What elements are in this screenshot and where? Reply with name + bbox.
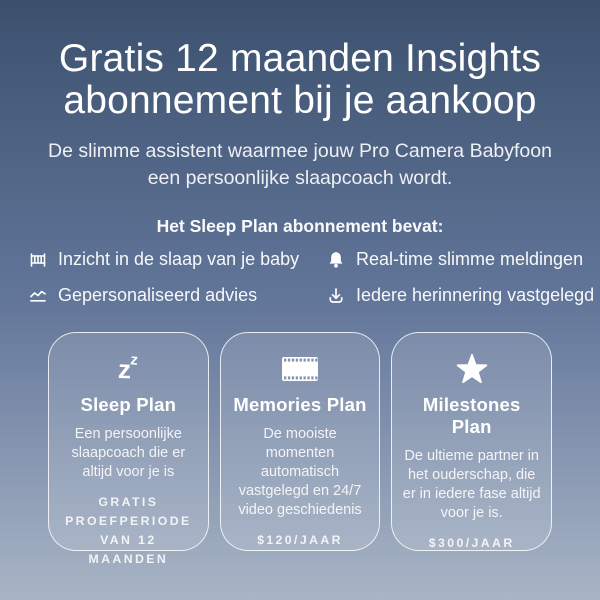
feature-item-memories [326,285,594,306]
star-icon [402,351,541,387]
plan-description: Een persoonlijke slaapcoach die er altijd voor je is [71,426,186,480]
chart-icon [28,286,48,306]
page-subtitle-line1: De slimme assistent waarmee jouw Pro Camera Babyfoon [48,140,552,162]
film-icon [231,351,370,387]
feature-label: Iedere herinnering vastgelegd [356,285,595,305]
plan-price: $300/JAAR [428,536,515,550]
plan-description: De ultieme partner in het ouderschap, die er in iedere fase altijd voor je is. [402,448,541,521]
features-heading: Het Sleep Plan abonnement bevat: [156,216,444,236]
bell-icon [326,250,346,270]
hero-section [0,0,600,192]
plan-name: Memories Plan [233,394,367,415]
plan-card-milestones [391,332,552,551]
page-subtitle [0,138,600,192]
plan-description: De mooiste momenten automatisch vastgelegd en 24/7 video geschiedenis [238,426,362,518]
plan-card-memories [220,332,381,551]
feature-item-sleep-insight [28,249,326,270]
plans-row [0,332,600,566]
page-subtitle-line2: een persoonlijke slaapcoach wordt. [147,167,453,189]
feature-item-advice [28,285,326,306]
page-title-line1: Gratis 12 maanden Insights [58,37,542,80]
page-title [0,38,600,122]
features-grid [0,249,600,306]
feature-label: Real-time slimme meldingen [356,249,584,269]
feature-item-notifications [326,249,594,270]
plan-name: Milestones Plan [422,394,521,437]
feature-label: Inzicht in de slaap van je baby [58,249,300,269]
plan-price: GRATIS PROEFPERIODE VAN 12 MAANDEN [65,495,192,566]
plan-name: Sleep Plan [80,394,177,415]
plan-price: $120/JAAR [257,533,343,547]
download-icon [326,286,346,306]
crib-icon [28,250,48,270]
sleep-zz-icon: zz [117,351,139,385]
features-section [0,216,600,306]
page-title-line2: abonnement bij je aankoop [63,79,537,122]
feature-label: Gepersonaliseerd advies [58,285,258,305]
plan-card-sleep [48,332,209,566]
